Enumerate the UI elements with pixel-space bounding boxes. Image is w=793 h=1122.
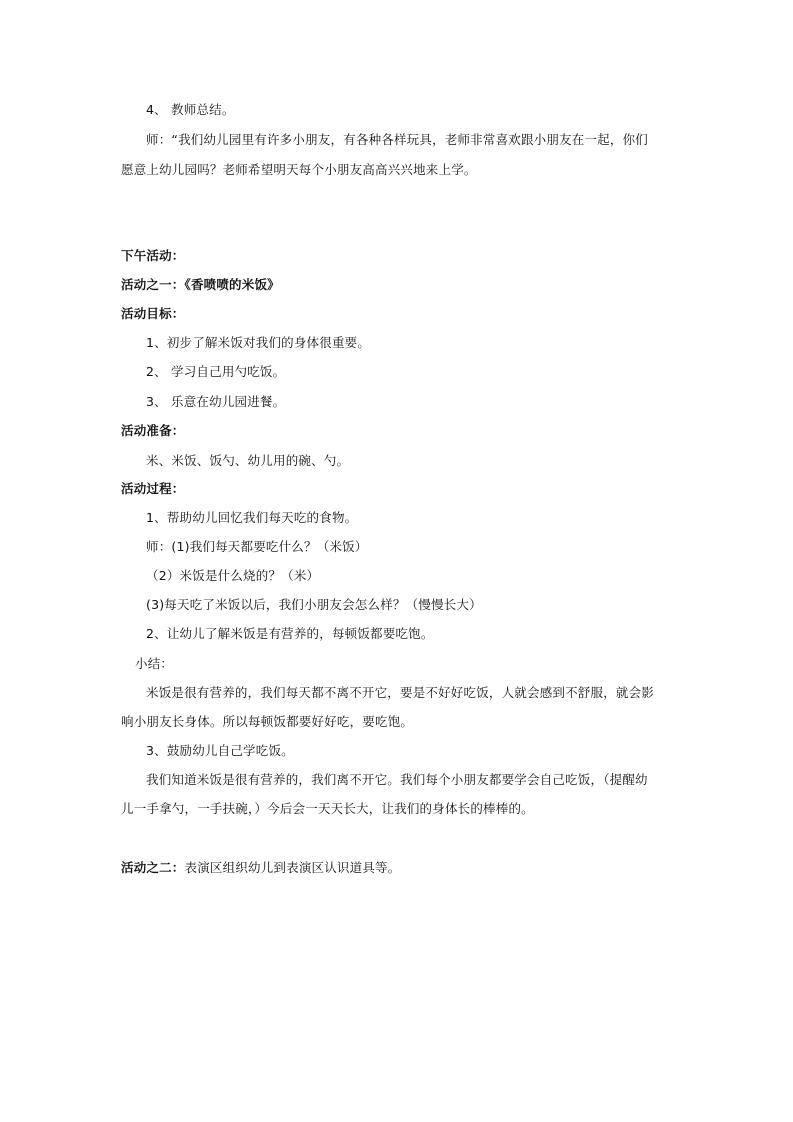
goal-item: 2、 学习自己用勺吃饭。	[146, 364, 286, 379]
teacher-quote-line-1: 师：“我们幼儿园里有许多小朋友，有各种各样玩具，老师非常喜欢跟小朋友在一起，你们	[146, 132, 648, 147]
summary-label: 小结：	[135, 656, 174, 671]
process-question-2: （2）米饭是什么烧的？（米）	[146, 568, 320, 583]
process-step-1: 1、帮助幼儿回忆我们每天吃的食物。	[146, 510, 358, 525]
prep-text: 米、米饭、饭勺、幼儿用的碗、勺。	[146, 453, 350, 468]
process-question-3: (3)每天吃了米饭以后，我们小朋友会怎么样？（慢慢长大）	[146, 597, 482, 612]
activity1-title: 活动之一：《香喷喷的米饭》	[121, 277, 280, 292]
process-step-2: 2、让幼儿了解米饭是有营养的，每顿饭都要吃饱。	[146, 626, 434, 641]
teacher-summary-item: 4、 教师总结。	[146, 102, 235, 117]
teacher-quote-line-2: 愿意上幼儿园吗？老师希望明天每个小朋友高高兴兴地来上学。	[121, 162, 477, 177]
process-question-1: 师：(1)我们每天都要吃什么？（米饭）	[146, 539, 368, 554]
step3-line-1: 我们知道米饭是很有营养的，我们离不开它。我们每个小朋友都要学会自己吃饭，（提醒幼	[146, 772, 648, 787]
summary-line-1: 米饭是很有营养的，我们每天都不离不开它，要是不好好吃饭，人就会感到不舒服，就会影	[146, 685, 655, 700]
step3-line-2: 儿一手拿勺，一手扶碗，）今后会一天天长大，让我们的身体长的棒棒的。	[121, 801, 534, 816]
activity2-text: 表演区组织幼儿到表演区认识道具等。	[184, 860, 401, 875]
prep-heading: 活动准备：	[121, 423, 185, 438]
process-step-3: 3、鼓励幼儿自己学吃饭。	[146, 743, 294, 758]
afternoon-heading: 下午活动：	[121, 248, 185, 263]
goal-item: 1、初步了解米饭对我们的身体很重要。	[146, 335, 371, 350]
goal-item: 3、 乐意在幼儿园进餐。	[146, 394, 286, 409]
process-heading: 活动过程：	[121, 481, 185, 496]
activity2-label: 活动之二：	[121, 860, 185, 875]
goals-heading: 活动目标：	[121, 306, 185, 321]
activity2-line	[121, 860, 400, 876]
summary-line-2: 响小朋友长身体。所以每顿饭都要好好吃，要吃饱。	[121, 714, 414, 729]
